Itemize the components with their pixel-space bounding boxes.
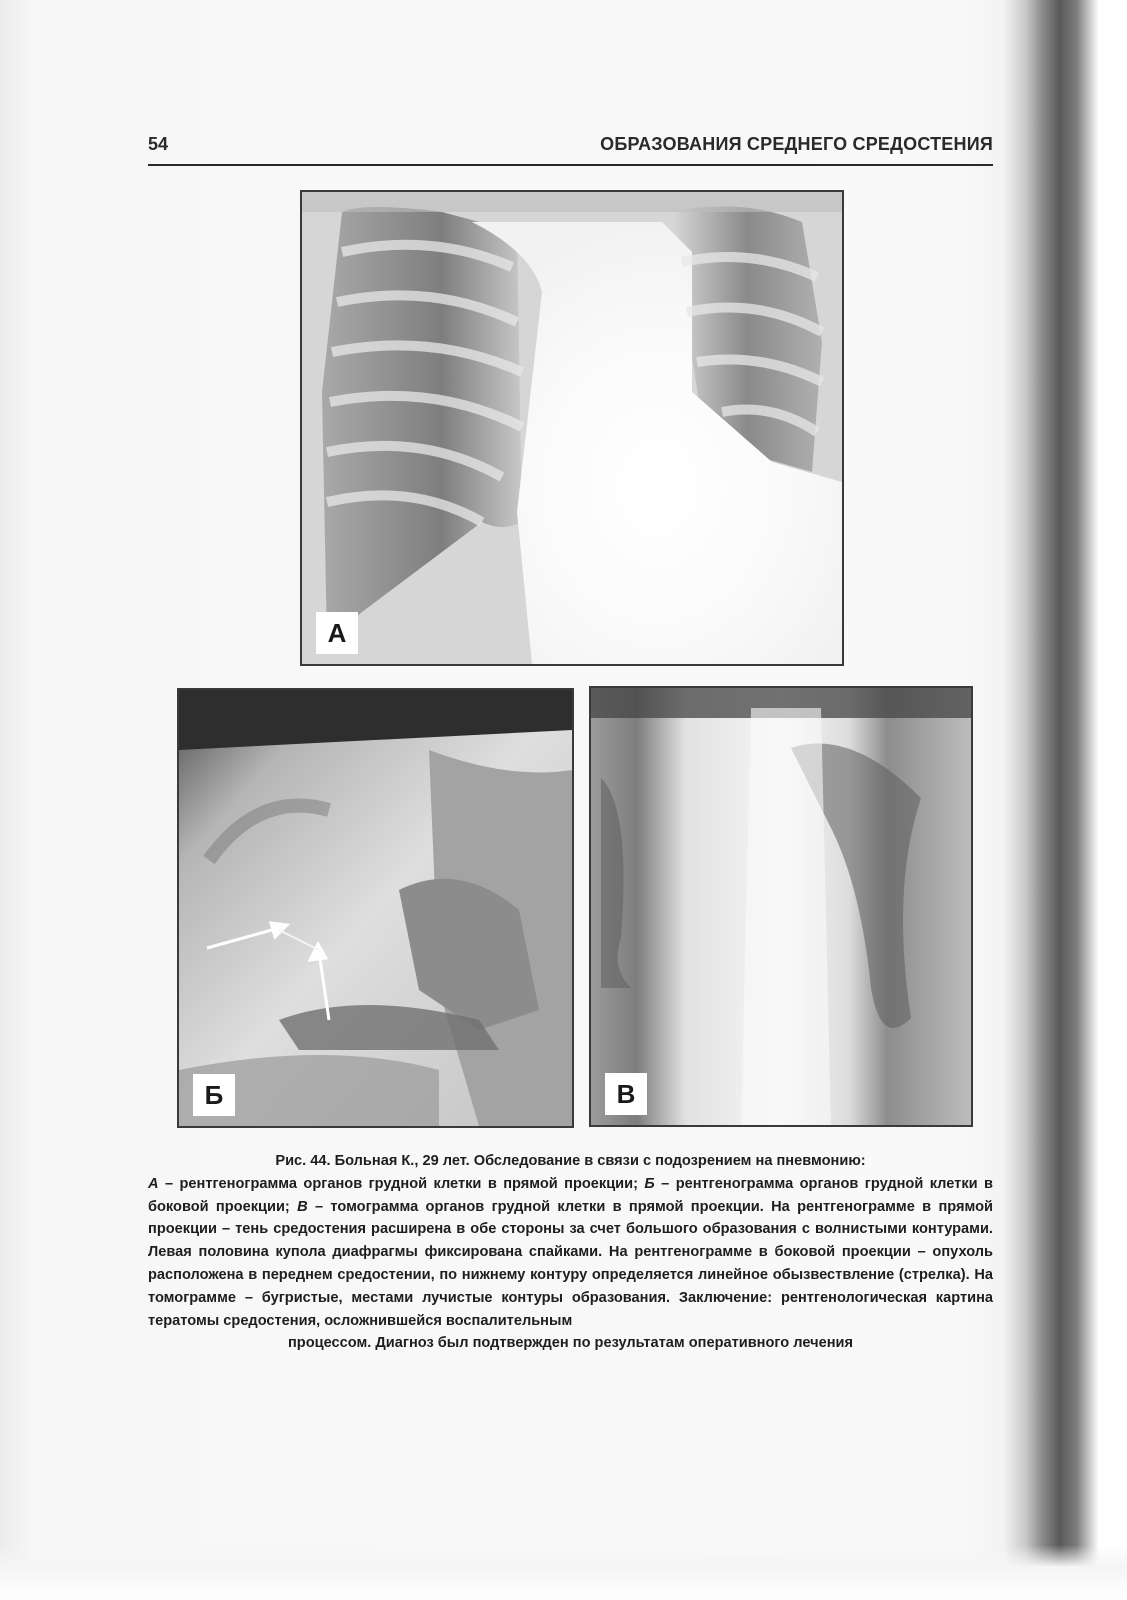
page-bottom-edge [0,1545,1127,1600]
xray-lateral-figure [177,688,574,1128]
caption-last-line: процессом. Диагноз был подтвержден по результатам оперативного лечения [287,1335,853,1352]
figure-label-b: Б [193,1074,235,1116]
caption-title: Рис. 44. Больная К., 29 лет. Обследование в связи с подозрением на пневмонию: [275,1153,866,1169]
caption-letter-c: В [297,1198,308,1215]
caption-text-a: – рентгенограмма органов грудной клетки в прямой проекции; [158,1175,645,1192]
figure-label-c: В [605,1073,647,1115]
caption-letter-b: Б [644,1175,655,1192]
xray-frontal-image [302,192,842,664]
page-number: 54 [148,134,169,154]
figure-label-a: А [316,612,358,654]
caption-text-c: – томограмма органов грудной клетки в прямой проекции. На рентгенограмме в прямой проекции – тень средостения расширена в обе стороны за счет большого образования с волнистыми контурами. Левая половина купола диафрагмы фиксирована спайками. На рентгенограмме в боковой проекции – опухоль расположена в переднем средостении, по нижнему контуру определяется линейное обызвествление (стрелка). На томограмме – бугристые, местами лучистые контуры образования. Заключение: рентгенологическая картина тератомы средостения, осложнившейся воспалительным [148,1198,993,1329]
tomogram-image [591,688,971,1125]
xray-lateral-image [179,690,572,1126]
page-header [148,130,993,166]
figure-caption [148,1150,993,1355]
xray-frontal-figure [300,190,844,666]
chapter-title: ОБРАЗОВАНИЯ СРЕДНЕГО СРЕДОСТЕНИЯ [600,134,993,154]
tomogram-figure [589,686,973,1127]
caption-text-b: – рентгенограмма органов грудной клетки в боковой проекции; [148,1175,993,1215]
caption-letter-a: А [148,1175,159,1192]
